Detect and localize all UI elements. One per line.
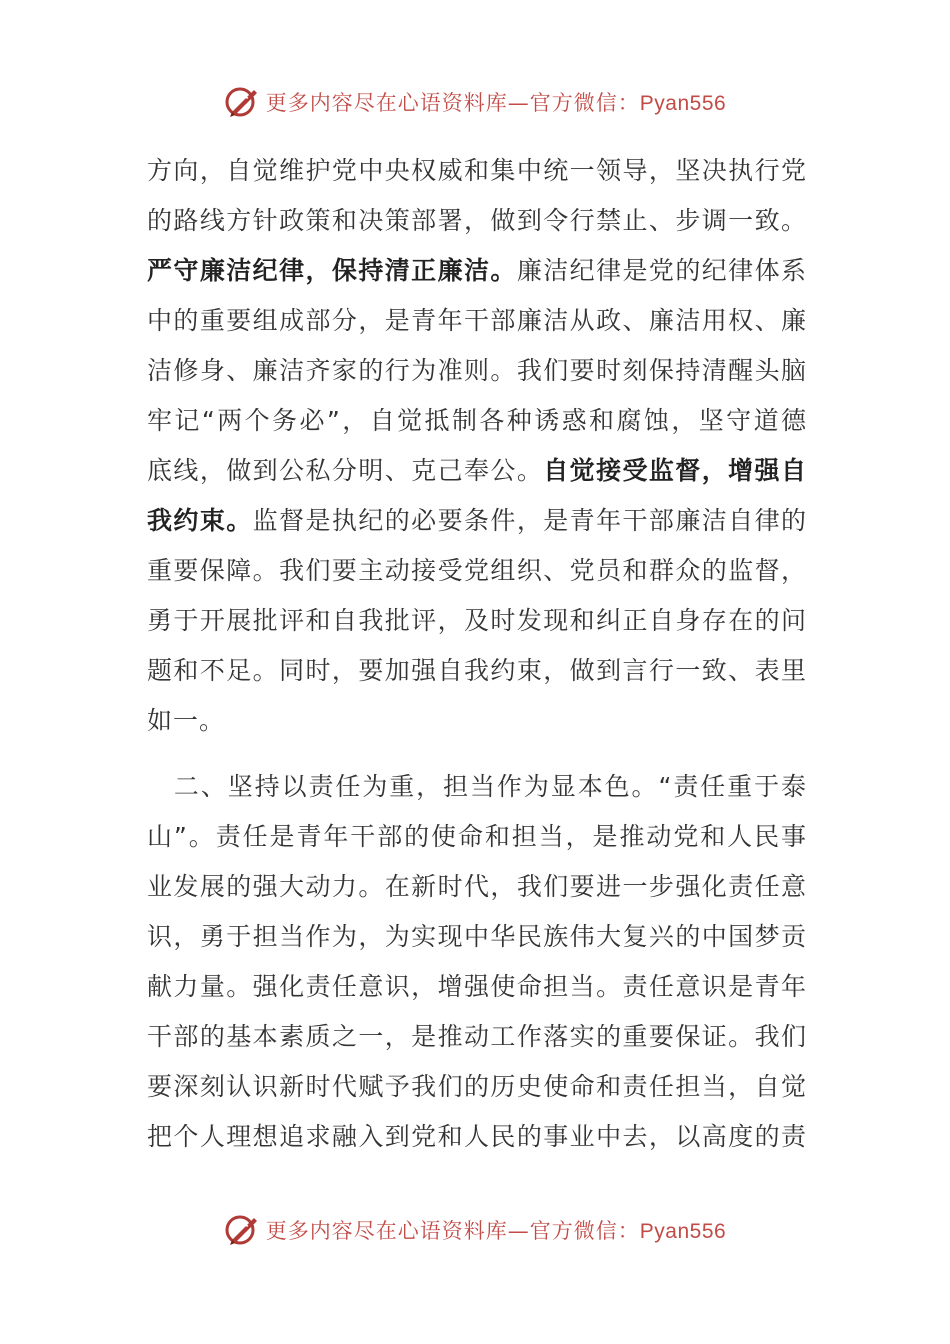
pen-logo-icon bbox=[224, 1212, 260, 1248]
text-line: 业发展的强大动力。在新时代，我们要进一步强化责任意 bbox=[147, 872, 807, 901]
text-line: 题和不足。同时，要加强自我约束，做到言行一致、表里 bbox=[147, 656, 807, 685]
text-line: 干部的基本素质之一，是推动工作落实的重要保证。我们 bbox=[147, 1022, 807, 1051]
text-line: 山”。责任是青年干部的使命和担当，是推动党和人民事 bbox=[147, 822, 807, 851]
footer-watermark bbox=[0, 1210, 950, 1250]
text-line: 献力量。强化责任意识，增强使命担当。责任意识是青年 bbox=[147, 972, 807, 1001]
text-line: 勇于开展批评和自我批评，及时发现和纠正自身存在的问 bbox=[147, 606, 807, 635]
text-line: 如一。 bbox=[147, 706, 226, 735]
bold-heading: 我约束。 bbox=[147, 506, 253, 535]
text-line: 严守廉洁纪律，保持清正廉洁。廉洁纪律是党的纪律体系 bbox=[147, 256, 807, 285]
bold-heading: 自觉接受监督，增强自 bbox=[543, 456, 807, 485]
text-line: 洁修身、廉洁齐家的行为准则。我们要时刻保持清醒头脑 bbox=[147, 356, 807, 385]
text-line: 二、坚持以责任为重，担当作为显本色。“责任重于泰 bbox=[147, 772, 807, 801]
text-line: 把个人理想追求融入到党和人民的事业中去，以高度的责 bbox=[147, 1122, 807, 1151]
watermark-text: 更多内容尽在心语资料库—官方微信：Pyan556 bbox=[265, 91, 727, 115]
text-line: 的路线方针政策和决策部署，做到令行禁止、步调一致。 bbox=[147, 206, 807, 235]
text-line: 我约束。监督是执纪的必要条件，是青年干部廉洁自律的 bbox=[147, 506, 807, 535]
text-line: 要深刻认识新时代赋予我们的历史使命和责任担当，自觉 bbox=[147, 1072, 807, 1101]
text-line: 底线，做到公私分明、克己奉公。自觉接受监督，增强自 bbox=[147, 456, 807, 485]
bold-heading: 严守廉洁纪律，保持清正廉洁。 bbox=[147, 256, 517, 285]
text-line: 中的重要组成部分，是青年干部廉洁从政、廉洁用权、廉 bbox=[147, 306, 807, 335]
text-line: 牢记“两个务必”，自觉抵制各种诱惑和腐蚀，坚守道德 bbox=[147, 406, 807, 435]
watermark-text: 更多内容尽在心语资料库—官方微信：Pyan556 bbox=[265, 1219, 727, 1243]
body-text bbox=[147, 146, 807, 1162]
text-line: 识，勇于担当作为，为实现中华民族伟大复兴的中国梦贡 bbox=[147, 922, 807, 951]
header-watermark bbox=[0, 82, 950, 122]
pen-logo-icon bbox=[224, 84, 260, 120]
text-line: 重要保障。我们要主动接受党组织、党员和群众的监督， bbox=[147, 556, 807, 585]
text-line: 方向，自觉维护党中央权威和集中统一领导，坚决执行党 bbox=[147, 156, 807, 185]
